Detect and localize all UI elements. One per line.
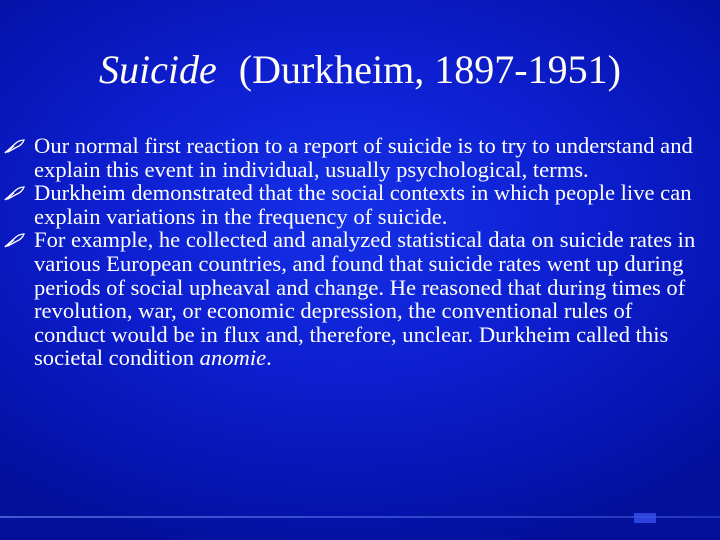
footer-divider: [0, 516, 720, 518]
bullet-item: [4, 181, 708, 228]
bullet-text: Durkheim demonstrated that the social contexts in which people live can explain variations in the frequency of suicide.: [34, 180, 692, 229]
bullet-text: For example, he collected and analyzed statistical data on suicide rates in various European countries, and found that suicide rates went up during periods of social upheaval and change. He reasoned that during times of revolution, war, or economic depression, the conventional rules of conduct would be in flux and, therefore, unclear. Durkheim called this societal condition: [34, 227, 696, 371]
bullet-text: Our normal first reaction to a report of suicide is to try to understand and explain this event in individual, usually psychological, terms.: [34, 133, 693, 182]
bullet-list: [4, 134, 708, 370]
quill-pen-icon: [4, 138, 26, 154]
footer-decoration: [634, 513, 656, 523]
anomie-term: anomie: [199, 345, 267, 371]
quill-pen-icon: [4, 185, 26, 201]
title-italic: Suicide: [99, 47, 217, 92]
title-rest: (Durkheim, 1897-1951): [238, 47, 621, 92]
slide-title: [0, 46, 720, 94]
bullet-item: [4, 134, 708, 181]
bullet-text-end: .: [266, 345, 272, 371]
bullet-item: [4, 228, 708, 370]
quill-pen-icon: [4, 232, 26, 248]
